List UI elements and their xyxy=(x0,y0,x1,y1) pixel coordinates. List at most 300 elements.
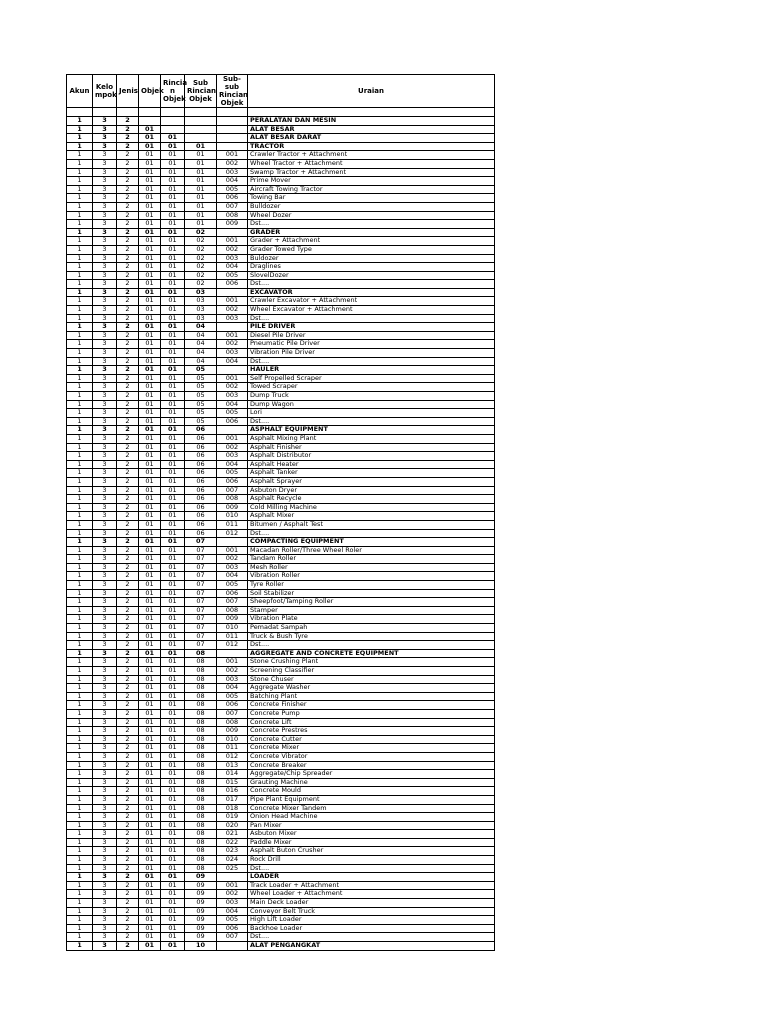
cell-jenis: 2 xyxy=(117,443,139,452)
cell-rincian-objek: 01 xyxy=(161,907,185,916)
account-code-table xyxy=(66,74,495,951)
cell-sub-rincian-objek: 08 xyxy=(185,727,217,736)
cell-uraian: Track Loader + Attachment xyxy=(248,881,495,890)
cell-sub-rincian-objek: 08 xyxy=(185,744,217,753)
table-row xyxy=(67,357,495,366)
table-row xyxy=(67,177,495,186)
cell-uraian: Wheel Loader + Attachment xyxy=(248,890,495,899)
cell-uraian: Asbuton Dryer xyxy=(248,486,495,495)
cell-jenis: 2 xyxy=(117,744,139,753)
cell-sub-sub-rincian-objek: 024 xyxy=(217,856,248,865)
cell-objek: 01 xyxy=(139,667,161,676)
cell-uraian: PILE DRIVER xyxy=(248,323,495,332)
cell-akun: 1 xyxy=(67,572,93,581)
cell-jenis: 2 xyxy=(117,701,139,710)
header-uraian: Uraian xyxy=(248,75,495,108)
cell-jenis: 2 xyxy=(117,297,139,306)
cell-kelompok: 3 xyxy=(93,452,117,461)
cell-uraian: Asphalt Distributor xyxy=(248,452,495,461)
cell-sub-rincian-objek: 02 xyxy=(185,228,217,237)
cell-kelompok: 3 xyxy=(93,366,117,375)
cell-kelompok: 3 xyxy=(93,847,117,856)
cell-sub-sub-rincian-objek: 001 xyxy=(217,297,248,306)
cell-objek: 01 xyxy=(139,718,161,727)
cell-kelompok: 3 xyxy=(93,821,117,830)
table-row xyxy=(67,667,495,676)
cell-kelompok: 3 xyxy=(93,856,117,865)
cell-sub-rincian-objek: 01 xyxy=(185,159,217,168)
cell-akun: 1 xyxy=(67,134,93,143)
cell-objek: 01 xyxy=(139,615,161,624)
cell-kelompok: 3 xyxy=(93,907,117,916)
cell-jenis: 2 xyxy=(117,392,139,401)
cell-objek: 01 xyxy=(139,185,161,194)
table-row xyxy=(67,220,495,229)
table-row xyxy=(67,452,495,461)
cell-kelompok: 3 xyxy=(93,529,117,538)
table-row xyxy=(67,598,495,607)
cell-rincian-objek: 01 xyxy=(161,881,185,890)
cell-rincian-objek: 01 xyxy=(161,864,185,873)
table-row xyxy=(67,520,495,529)
cell-sub-sub-rincian-objek: 004 xyxy=(217,460,248,469)
cell-sub-sub-rincian-objek: 003 xyxy=(217,452,248,461)
cell-uraian: Prime Mover xyxy=(248,177,495,186)
cell-kelompok: 3 xyxy=(93,443,117,452)
cell-uraian: Towing Bar xyxy=(248,194,495,203)
cell-sub-sub-rincian-objek: 011 xyxy=(217,744,248,753)
cell-rincian-objek: 01 xyxy=(161,787,185,796)
cell-sub-rincian-objek: 02 xyxy=(185,254,217,263)
cell-objek: 01 xyxy=(139,314,161,323)
cell-jenis: 2 xyxy=(117,512,139,521)
cell-uraian: AGGREGATE AND CONCRETE EQUIPMENT xyxy=(248,649,495,658)
cell-jenis: 2 xyxy=(117,426,139,435)
cell-sub-rincian-objek: 06 xyxy=(185,469,217,478)
cell-sub-rincian-objek: 08 xyxy=(185,804,217,813)
table-row xyxy=(67,795,495,804)
cell-akun: 1 xyxy=(67,409,93,418)
cell-sub-rincian-objek: 01 xyxy=(185,168,217,177)
cell-sub-rincian-objek: 07 xyxy=(185,641,217,650)
cell-kelompok: 3 xyxy=(93,804,117,813)
cell-akun: 1 xyxy=(67,881,93,890)
cell-sub-sub-rincian-objek: 004 xyxy=(217,684,248,693)
cell-uraian: ALAT BESAR DARAT xyxy=(248,134,495,143)
cell-sub-sub-rincian-objek: 004 xyxy=(217,400,248,409)
cell-sub-rincian-objek: 09 xyxy=(185,933,217,942)
cell-rincian-objek: 01 xyxy=(161,529,185,538)
cell-sub-sub-rincian-objek: 013 xyxy=(217,761,248,770)
cell-uraian: Concrete Mould xyxy=(248,787,495,796)
cell-rincian-objek: 01 xyxy=(161,452,185,461)
cell-rincian-objek: 01 xyxy=(161,632,185,641)
cell-uraian: Vibration Pile Driver xyxy=(248,349,495,358)
cell-jenis: 2 xyxy=(117,606,139,615)
cell-akun: 1 xyxy=(67,555,93,564)
cell-sub-sub-rincian-objek: 006 xyxy=(217,194,248,203)
cell-rincian-objek: 01 xyxy=(161,366,185,375)
cell-kelompok: 3 xyxy=(93,460,117,469)
cell-jenis: 2 xyxy=(117,168,139,177)
cell-rincian-objek: 01 xyxy=(161,589,185,598)
cell-rincian-objek: 01 xyxy=(161,280,185,289)
cell-akun: 1 xyxy=(67,830,93,839)
cell-objek: 01 xyxy=(139,254,161,263)
cell-rincian-objek: 01 xyxy=(161,658,185,667)
cell-jenis: 2 xyxy=(117,907,139,916)
cell-objek: 01 xyxy=(139,228,161,237)
cell-rincian-objek: 01 xyxy=(161,899,185,908)
cell-akun: 1 xyxy=(67,125,93,134)
cell-objek: 01 xyxy=(139,194,161,203)
cell-uraian: Aggregate Washer xyxy=(248,684,495,693)
cell-rincian-objek: 01 xyxy=(161,718,185,727)
cell-rincian-objek: 01 xyxy=(161,400,185,409)
cell-uraian: Grader Towed Type xyxy=(248,245,495,254)
cell-jenis: 2 xyxy=(117,383,139,392)
cell-sub-rincian-objek: 04 xyxy=(185,349,217,358)
cell-akun: 1 xyxy=(67,254,93,263)
cell-uraian: Truck & Bush Tyre xyxy=(248,632,495,641)
cell-sub-rincian-objek: 03 xyxy=(185,297,217,306)
cell-sub-rincian-objek: 08 xyxy=(185,718,217,727)
cell-objek: 01 xyxy=(139,125,161,134)
cell-uraian: Stamper xyxy=(248,606,495,615)
cell-rincian-objek: 01 xyxy=(161,615,185,624)
cell-sub-sub-rincian-objek: 001 xyxy=(217,881,248,890)
cell-akun: 1 xyxy=(67,701,93,710)
cell-sub-rincian-objek: 05 xyxy=(185,417,217,426)
cell-akun: 1 xyxy=(67,873,93,882)
cell-sub-rincian-objek: 01 xyxy=(185,185,217,194)
cell-sub-sub-rincian-objek: 004 xyxy=(217,907,248,916)
cell-akun: 1 xyxy=(67,684,93,693)
cell-akun: 1 xyxy=(67,933,93,942)
cell-objek: 01 xyxy=(139,624,161,633)
category-row xyxy=(67,538,495,547)
cell-objek: 01 xyxy=(139,237,161,246)
cell-sub-sub-rincian-objek: 010 xyxy=(217,512,248,521)
header-jenis: Jenis xyxy=(117,75,139,108)
cell-akun: 1 xyxy=(67,813,93,822)
cell-sub-rincian-objek: 07 xyxy=(185,546,217,555)
cell-jenis: 2 xyxy=(117,581,139,590)
cell-rincian-objek: 01 xyxy=(161,142,185,151)
cell-objek: 01 xyxy=(139,452,161,461)
cell-jenis: 2 xyxy=(117,254,139,263)
cell-akun: 1 xyxy=(67,718,93,727)
cell-objek: 01 xyxy=(139,770,161,779)
table-row xyxy=(67,245,495,254)
cell-kelompok: 3 xyxy=(93,709,117,718)
cell-rincian-objek: 01 xyxy=(161,761,185,770)
cell-sub-sub-rincian-objek: 006 xyxy=(217,701,248,710)
cell-akun: 1 xyxy=(67,563,93,572)
cell-sub-rincian-objek: 05 xyxy=(185,383,217,392)
cell-kelompok: 3 xyxy=(93,641,117,650)
table-row xyxy=(67,263,495,272)
cell-uraian: Asphalt Heater xyxy=(248,460,495,469)
table-row xyxy=(67,856,495,865)
cell-akun: 1 xyxy=(67,443,93,452)
cell-objek: 01 xyxy=(139,709,161,718)
cell-akun: 1 xyxy=(67,314,93,323)
table-row xyxy=(67,349,495,358)
cell-uraian: Main Deck Loader xyxy=(248,899,495,908)
cell-kelompok: 3 xyxy=(93,830,117,839)
cell-sub-rincian-objek: 10 xyxy=(185,942,217,951)
cell-uraian: Onion Head Machine xyxy=(248,813,495,822)
cell-rincian-objek: 01 xyxy=(161,383,185,392)
cell-rincian-objek: 01 xyxy=(161,667,185,676)
cell-akun: 1 xyxy=(67,357,93,366)
cell-rincian-objek: 01 xyxy=(161,159,185,168)
cell-kelompok: 3 xyxy=(93,546,117,555)
cell-sub-sub-rincian-objek: 007 xyxy=(217,933,248,942)
cell-sub-sub-rincian-objek: 014 xyxy=(217,770,248,779)
cell-jenis: 2 xyxy=(117,374,139,383)
cell-akun: 1 xyxy=(67,821,93,830)
cell-sub-rincian-objek: 08 xyxy=(185,856,217,865)
cell-sub-sub-rincian-objek: 004 xyxy=(217,263,248,272)
cell-jenis: 2 xyxy=(117,864,139,873)
cell-akun: 1 xyxy=(67,503,93,512)
cell-objek: 01 xyxy=(139,288,161,297)
cell-objek: 01 xyxy=(139,795,161,804)
cell-jenis: 2 xyxy=(117,159,139,168)
cell-jenis: 2 xyxy=(117,211,139,220)
cell-sub-rincian-objek: 08 xyxy=(185,658,217,667)
cell-akun: 1 xyxy=(67,847,93,856)
cell-akun: 1 xyxy=(67,735,93,744)
cell-kelompok: 3 xyxy=(93,263,117,272)
cell-rincian-objek: 01 xyxy=(161,581,185,590)
cell-uraian: Rock Drill xyxy=(248,856,495,865)
cell-jenis: 2 xyxy=(117,434,139,443)
cell-jenis: 2 xyxy=(117,856,139,865)
cell-sub-rincian-objek: 06 xyxy=(185,529,217,538)
cell-sub-rincian-objek: 02 xyxy=(185,237,217,246)
cell-kelompok: 3 xyxy=(93,228,117,237)
cell-sub-sub-rincian-objek: 011 xyxy=(217,520,248,529)
cell-kelompok: 3 xyxy=(93,916,117,925)
cell-jenis: 2 xyxy=(117,563,139,572)
cell-jenis: 2 xyxy=(117,709,139,718)
cell-sub-sub-rincian-objek: 002 xyxy=(217,555,248,564)
cell-jenis: 2 xyxy=(117,194,139,203)
cell-uraian: Conveyor Belt Truck xyxy=(248,907,495,916)
cell-rincian-objek xyxy=(161,117,185,126)
cell-sub-rincian-objek: 05 xyxy=(185,409,217,418)
cell-objek: 01 xyxy=(139,477,161,486)
cell-kelompok: 3 xyxy=(93,727,117,736)
cell-jenis: 2 xyxy=(117,125,139,134)
cell-sub-sub-rincian-objek: 009 xyxy=(217,727,248,736)
cell-objek: 01 xyxy=(139,856,161,865)
cell-objek: 01 xyxy=(139,331,161,340)
cell-rincian-objek: 01 xyxy=(161,288,185,297)
cell-uraian: Bulldozer xyxy=(248,202,495,211)
cell-sub-sub-rincian-objek: 007 xyxy=(217,486,248,495)
cell-sub-sub-rincian-objek: 011 xyxy=(217,632,248,641)
cell-objek: 01 xyxy=(139,692,161,701)
cell-sub-sub-rincian-objek: 003 xyxy=(217,254,248,263)
table-row xyxy=(67,864,495,873)
cell-sub-rincian-objek xyxy=(185,134,217,143)
cell-jenis: 2 xyxy=(117,684,139,693)
cell-kelompok: 3 xyxy=(93,718,117,727)
cell-sub-rincian-objek: 08 xyxy=(185,675,217,684)
cell-akun: 1 xyxy=(67,512,93,521)
cell-akun: 1 xyxy=(67,366,93,375)
cell-rincian-objek: 01 xyxy=(161,374,185,383)
table-row xyxy=(67,727,495,736)
cell-sub-rincian-objek: 08 xyxy=(185,813,217,822)
table-row xyxy=(67,409,495,418)
cell-jenis: 2 xyxy=(117,323,139,332)
cell-rincian-objek: 01 xyxy=(161,847,185,856)
cell-kelompok: 3 xyxy=(93,563,117,572)
cell-sub-rincian-objek: 07 xyxy=(185,563,217,572)
cell-sub-rincian-objek: 05 xyxy=(185,374,217,383)
cell-jenis: 2 xyxy=(117,263,139,272)
cell-uraian: Paddle Mixer xyxy=(248,838,495,847)
category-row xyxy=(67,942,495,951)
cell-jenis: 2 xyxy=(117,838,139,847)
cell-kelompok: 3 xyxy=(93,194,117,203)
cell-jenis: 2 xyxy=(117,572,139,581)
header-kelompok: Kelo mpok xyxy=(93,75,117,108)
cell-rincian-objek: 01 xyxy=(161,942,185,951)
cell-kelompok: 3 xyxy=(93,469,117,478)
cell-sub-sub-rincian-objek: 005 xyxy=(217,581,248,590)
cell-rincian-objek: 01 xyxy=(161,323,185,332)
cell-rincian-objek: 01 xyxy=(161,151,185,160)
cell-sub-rincian-objek: 09 xyxy=(185,890,217,899)
cell-akun: 1 xyxy=(67,804,93,813)
cell-uraian: Tandam Roller xyxy=(248,555,495,564)
cell-objek: 01 xyxy=(139,899,161,908)
cell-kelompok: 3 xyxy=(93,735,117,744)
cell-uraian: Grader + Attachment xyxy=(248,237,495,246)
cell-uraian: Dst.... xyxy=(248,641,495,650)
cell-jenis: 2 xyxy=(117,667,139,676)
cell-uraian: Dst.... xyxy=(248,417,495,426)
cell-kelompok: 3 xyxy=(93,667,117,676)
cell-sub-sub-rincian-objek: 002 xyxy=(217,667,248,676)
cell-kelompok: 3 xyxy=(93,933,117,942)
cell-sub-sub-rincian-objek: 001 xyxy=(217,237,248,246)
cell-sub-sub-rincian-objek: 003 xyxy=(217,314,248,323)
cell-sub-rincian-objek: 09 xyxy=(185,881,217,890)
cell-akun: 1 xyxy=(67,306,93,315)
cell-kelompok: 3 xyxy=(93,159,117,168)
cell-jenis: 2 xyxy=(117,752,139,761)
cell-objek: 01 xyxy=(139,503,161,512)
cell-sub-sub-rincian-objek: 015 xyxy=(217,778,248,787)
cell-akun: 1 xyxy=(67,117,93,126)
cell-rincian-objek: 01 xyxy=(161,735,185,744)
cell-sub-rincian-objek: 08 xyxy=(185,692,217,701)
cell-rincian-objek: 01 xyxy=(161,417,185,426)
cell-uraian: Crawler Excavator + Attachment xyxy=(248,297,495,306)
cell-kelompok: 3 xyxy=(93,598,117,607)
cell-kelompok: 3 xyxy=(93,761,117,770)
cell-sub-sub-rincian-objek: 007 xyxy=(217,709,248,718)
cell-rincian-objek: 01 xyxy=(161,649,185,658)
cell-objek: 01 xyxy=(139,752,161,761)
cell-rincian-objek: 01 xyxy=(161,254,185,263)
cell-kelompok: 3 xyxy=(93,202,117,211)
cell-rincian-objek: 01 xyxy=(161,856,185,865)
cell-sub-sub-rincian-objek: 004 xyxy=(217,572,248,581)
cell-akun: 1 xyxy=(67,194,93,203)
cell-rincian-objek: 01 xyxy=(161,426,185,435)
cell-uraian: Pemadat Sampah xyxy=(248,624,495,633)
cell-sub-sub-rincian-objek: 004 xyxy=(217,357,248,366)
cell-kelompok: 3 xyxy=(93,881,117,890)
cell-kelompok: 3 xyxy=(93,873,117,882)
cell-rincian-objek: 01 xyxy=(161,134,185,143)
cell-rincian-objek: 01 xyxy=(161,237,185,246)
cell-jenis: 2 xyxy=(117,658,139,667)
cell-rincian-objek: 01 xyxy=(161,331,185,340)
cell-sub-rincian-objek: 07 xyxy=(185,606,217,615)
cell-jenis: 2 xyxy=(117,692,139,701)
cell-sub-rincian-objek: 08 xyxy=(185,709,217,718)
cell-sub-rincian-objek: 07 xyxy=(185,598,217,607)
cell-rincian-objek: 01 xyxy=(161,349,185,358)
cell-jenis: 2 xyxy=(117,503,139,512)
cell-sub-rincian-objek: 08 xyxy=(185,787,217,796)
cell-rincian-objek: 01 xyxy=(161,443,185,452)
cell-objek: 01 xyxy=(139,538,161,547)
cell-kelompok: 3 xyxy=(93,924,117,933)
cell-jenis: 2 xyxy=(117,813,139,822)
cell-uraian: Backhoe Loader xyxy=(248,924,495,933)
cell-akun: 1 xyxy=(67,185,93,194)
cell-objek: 01 xyxy=(139,804,161,813)
cell-akun: 1 xyxy=(67,495,93,504)
cell-jenis: 2 xyxy=(117,366,139,375)
cell-rincian-objek: 01 xyxy=(161,744,185,753)
cell-objek: 01 xyxy=(139,426,161,435)
cell-uraian: Concrete Cutter xyxy=(248,735,495,744)
cell-akun: 1 xyxy=(67,469,93,478)
cell-objek: 01 xyxy=(139,813,161,822)
cell-rincian-objek: 01 xyxy=(161,469,185,478)
cell-jenis: 2 xyxy=(117,117,139,126)
cell-sub-rincian-objek: 08 xyxy=(185,778,217,787)
cell-objek: 01 xyxy=(139,924,161,933)
cell-objek: 01 xyxy=(139,383,161,392)
cell-uraian: LOADER xyxy=(248,873,495,882)
cell-akun: 1 xyxy=(67,477,93,486)
cell-uraian: Pan Mixer xyxy=(248,821,495,830)
cell-sub-sub-rincian-objek: 006 xyxy=(217,924,248,933)
cell-akun: 1 xyxy=(67,383,93,392)
cell-jenis: 2 xyxy=(117,134,139,143)
cell-objek: 01 xyxy=(139,297,161,306)
cell-sub-sub-rincian-objek: 025 xyxy=(217,864,248,873)
cell-sub-sub-rincian-objek: 003 xyxy=(217,168,248,177)
cell-akun: 1 xyxy=(67,744,93,753)
cell-objek: 01 xyxy=(139,675,161,684)
cell-akun: 1 xyxy=(67,667,93,676)
table-row xyxy=(67,306,495,315)
cell-rincian-objek: 01 xyxy=(161,873,185,882)
